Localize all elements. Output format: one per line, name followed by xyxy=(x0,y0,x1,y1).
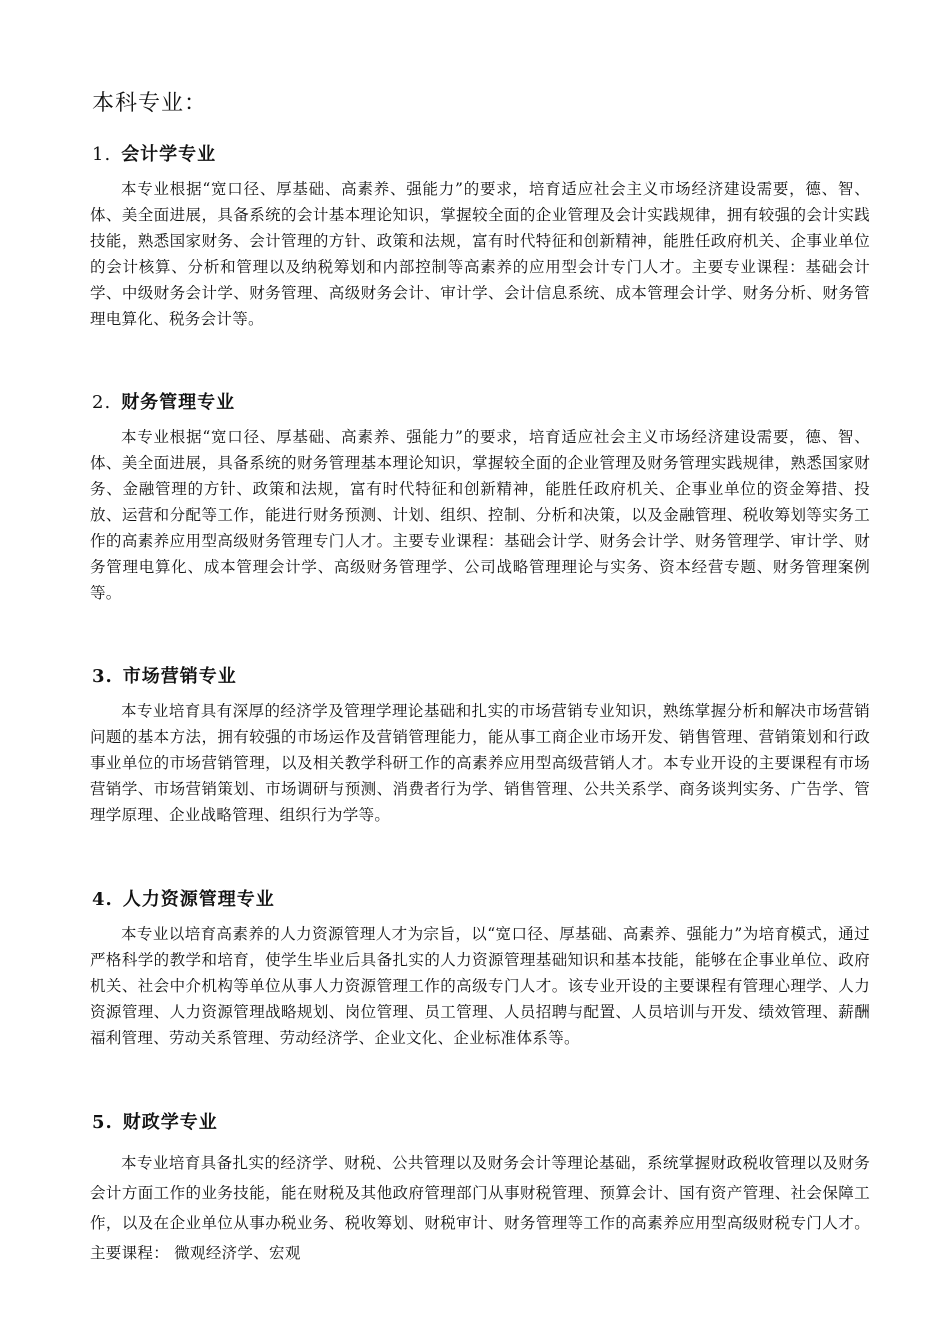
section-heading-marketing xyxy=(92,662,237,688)
section-number: 3. xyxy=(92,666,113,687)
section-heading-public-finance xyxy=(92,1108,218,1134)
section-heading-accounting xyxy=(92,140,216,166)
section-body-financial-management: 本专业根据“宽口径、厚基础、高素养、强能力”的要求，培育适应社会主义市场经济建设需要，德、智、体、美全面进展，具备系统的财务管理基本理论知识，掌握较全面的企业管理及财务管理实践规律，熟悉国家财务、金融管理的方针、政策和法规，富有时代特征和创新精神，能胜任政府机关、企事业单位的资金筹措、投放、运营和分配等工作，能进行财务预测、计划、组织、控制、分析和决策，以及金融管理、税收筹划等实务工作的高素养应用型高级财务管理专门人才。主要专业课程：基础会计学、财务会计学、财务管理学、审计学、财务管理电算化、成本管理会计学、高级财务管理学、公司战略管理理论与实务、资本经营专题、财务管理案例等。 xyxy=(90,428,870,602)
section-title: 人力资源管理专业 xyxy=(122,889,275,910)
section-heading-human-resources xyxy=(92,885,275,911)
section-number: 5. xyxy=(92,1112,113,1133)
section-number: 4. xyxy=(92,889,113,910)
section-body-marketing: 本专业培育具有深厚的经济学及管理学理论基础和扎实的市场营销专业知识，熟练掌握分析和解决市场营销问题的基本方法，拥有较强的市场运作及营销管理能力，能从事工商企业市场开发、销售管理、营销策划和行政事业单位的市场营销管理，以及相关教学科研工作的高素养应用型高级营销人才。本专业开设的主要课程有市场营销学、市场营销策划、市场调研与预测、消费者行为学、销售管理、公共关系学、商务谈判实务、广告学、管理学原理、企业战略管理、组织行为学等。 xyxy=(90,702,870,824)
section-title: 市场营销专业 xyxy=(122,666,237,687)
section-number: 2. xyxy=(92,392,112,413)
section-heading-financial-management xyxy=(92,388,235,414)
document-title: 本科专业： xyxy=(92,91,208,116)
section-body-public-finance: 本专业培育具备扎实的经济学、财税、公共管理以及财务会计等理论基础，系统掌握财政税收管理以及财务会计方面工作的业务技能，能在财税及其他政府管理部门从事财税管理、预算会计、国有资产管理、社会保障工作，以及在企业单位从事办税业务、税收筹划、财税审计、财务管理等工作的高素养应用型高级财税专门人才。主要课程： 微观经济学、宏观 xyxy=(90,1154,870,1262)
section-body-accounting: 本专业根据“宽口径、厚基础、高素养、强能力”的要求，培育适应社会主义市场经济建设需要，德、智、体、美全面进展，具备系统的会计基本理论知识，掌握较全面的企业管理及会计实践规律，拥有较强的会计实践技能，熟悉国家财务、会计管理的方针、政策和法规，富有时代特征和创新精神，能胜任政府机关、企事业单位的会计核算、分析和管理以及纳税筹划和内部控制等高素养的应用型会计专门人才。主要专业课程：基础会计学、中级财务会计学、财务管理、高级财务会计、审计学、会计信息系统、成本管理会计学、财务分析、财务管理电算化、税务会计等。 xyxy=(90,180,870,328)
section-body-human-resources: 本专业以培育高素养的人力资源管理人才为宗旨，以“宽口径、厚基础、高素养、强能力”为培育模式，通过严格科学的教学和培育，使学生毕业后具备扎实的人力资源管理基础知识和基本技能，能够在企事业单位、政府机关、社会中介机构等单位从事人力资源管理工作的高级专门人才。该专业开设的主要课程有管理心理学、人力资源管理、人力资源管理战略规划、岗位管理、员工管理、人员招聘与配置、人员培训与开发、绩效管理、薪酬福利管理、劳动关系管理、劳动经济学、企业文化、企业标准体系等。 xyxy=(90,925,870,1047)
section-number: 1. xyxy=(92,144,112,165)
section-title: 会计学专业 xyxy=(121,144,217,165)
section-title: 财政学专业 xyxy=(122,1112,218,1133)
section-title: 财务管理专业 xyxy=(121,392,236,413)
